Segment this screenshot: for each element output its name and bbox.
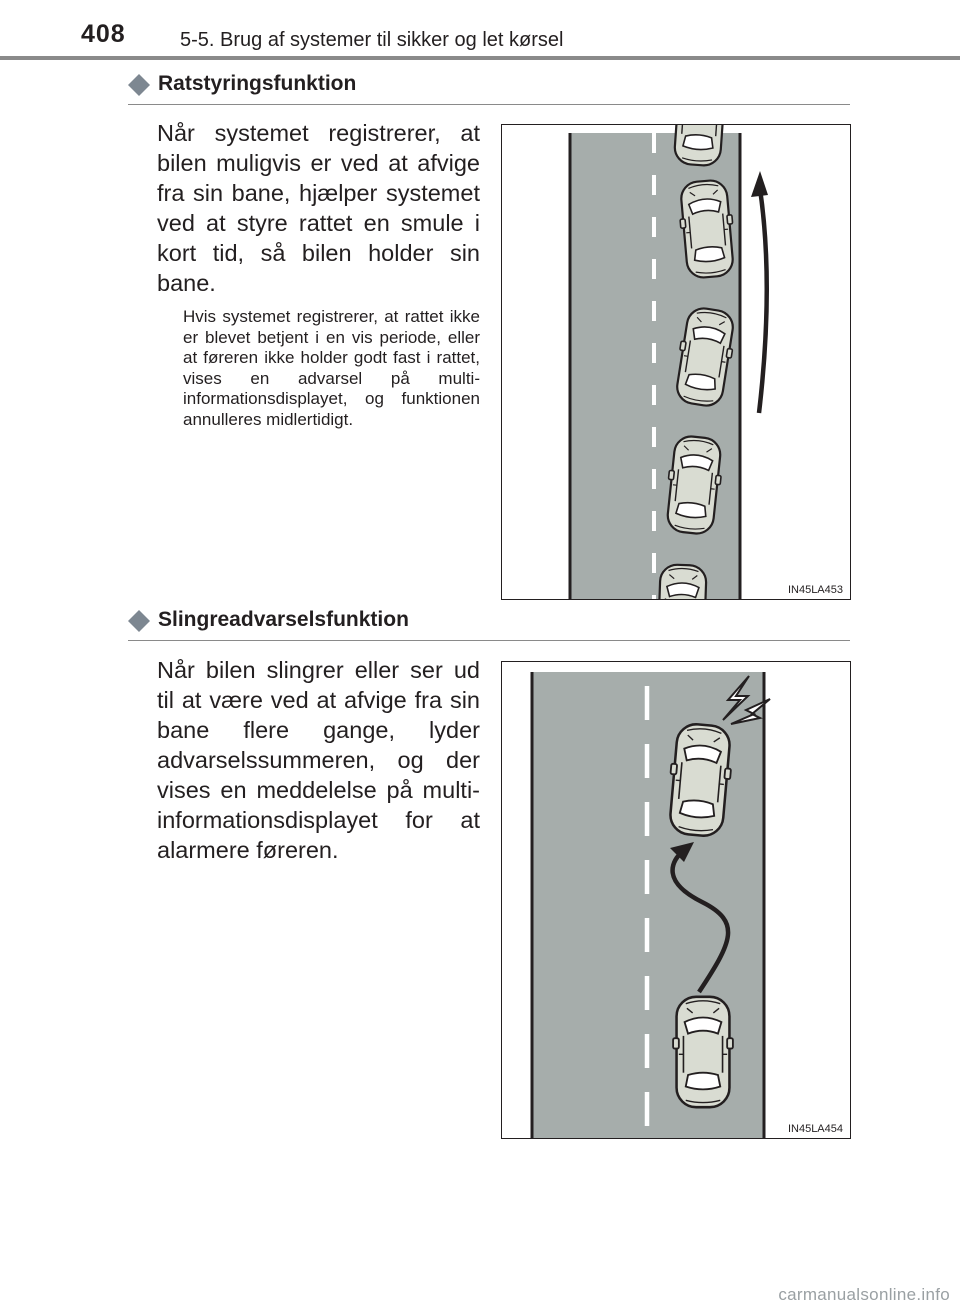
body-paragraph: Når bilen slingrer eller ser ud til at være ved at afvige fra sin bane flere gange, lyder advarselssummeren, og der vises en meddelelse på multi-informationsdisplayet for at alarmere føreren. <box>157 657 480 863</box>
body-paragraph: Når systemet registrerer, at bilen muligvis er ved at afvige fra sin bane, hjælper systemet ved at styre rattet en smule i kort tid, så bilen holder sin bane. <box>157 120 480 296</box>
footer-watermark[interactable]: carmanualsonline.info <box>778 1285 950 1304</box>
header-divider <box>0 56 960 60</box>
diamond-bullet-icon <box>128 610 150 632</box>
figure-code: IN45LA453 <box>787 584 843 596</box>
heading-text: Ratstyringsfunktion <box>158 72 357 95</box>
heading-ratstyringsfunktion <box>128 70 850 104</box>
figure-code: IN45LA454 <box>787 1123 843 1135</box>
diamond-bullet-icon <box>128 74 150 96</box>
car-icon <box>673 997 733 1107</box>
page-number: 408 <box>81 20 126 48</box>
figure-lane-keeping <box>501 124 851 600</box>
figure-sway-warning <box>501 661 851 1139</box>
sway-warning-illustration <box>502 662 850 1138</box>
heading-divider <box>128 104 850 105</box>
arrow-head-icon <box>751 171 768 197</box>
heading-divider <box>128 640 850 641</box>
page-header <box>0 0 960 62</box>
steering-correction-arrow <box>759 189 767 413</box>
heading-text: Slingreadvarselsfunktion <box>158 608 409 631</box>
heading-slingreadvarselsfunktion <box>128 606 850 640</box>
lane-keeping-illustration <box>502 125 850 599</box>
note-paragraph: Hvis systemet registrerer, at rattet ikke er blevet betjent i en vis periode, eller at føreren ikke holder godt fast i rattet, vises en advarsel på multi-informationsdisplayet, og funktionen annulleres midlertidigt. <box>183 307 480 429</box>
section-title: 5-5. Brug af systemer til sikker og let kørsel <box>180 29 564 51</box>
